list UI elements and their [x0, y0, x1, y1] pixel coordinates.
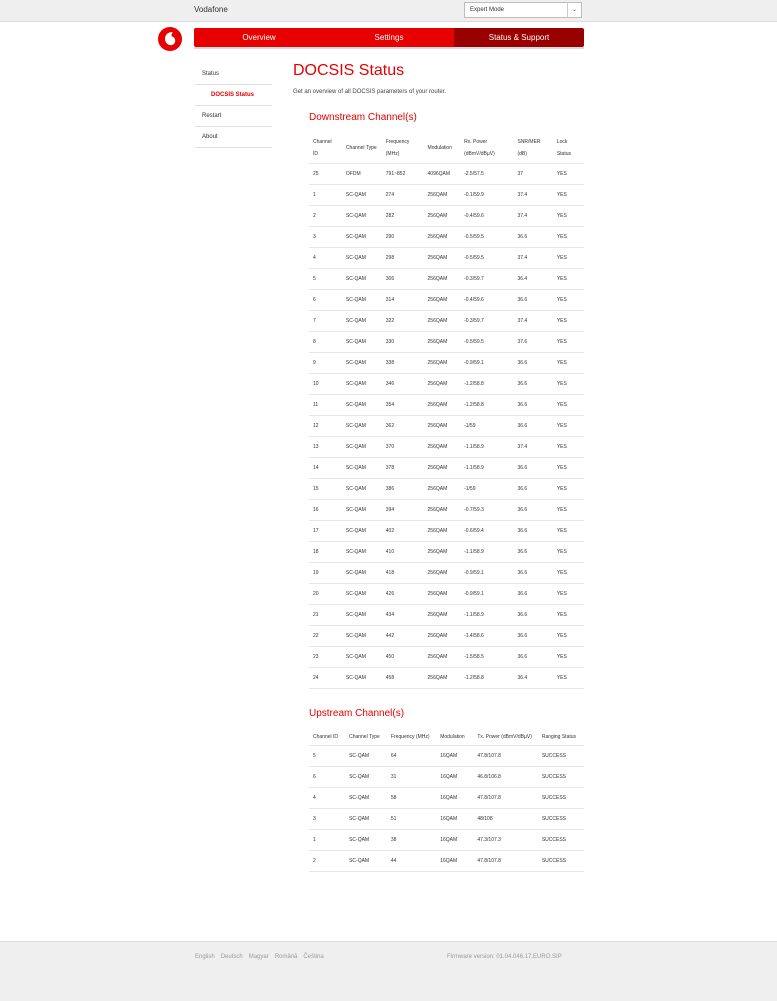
table-cell: 16 — [309, 500, 342, 521]
vodafone-logo[interactable] — [158, 27, 182, 51]
table-cell: SC-QAM — [342, 542, 382, 563]
table-cell: -2.5/57.5 — [460, 164, 513, 185]
main-nav — [194, 28, 584, 47]
table-cell: 256QAM — [424, 416, 461, 437]
table-row — [309, 374, 584, 395]
table-cell: -0.5/59.5 — [460, 227, 513, 248]
table-cell: SUCCESS — [538, 767, 584, 788]
table-cell: 16QAM — [436, 809, 473, 830]
table-cell: SC-QAM — [342, 500, 382, 521]
table-row — [309, 851, 584, 872]
column-header-line: (dBmV/dBµV) — [464, 151, 495, 157]
table-cell: SC-QAM — [342, 479, 382, 500]
language-link[interactable]: Deutsch — [220, 954, 243, 960]
table-cell: 418 — [382, 563, 424, 584]
table-cell: 426 — [382, 584, 424, 605]
table-row — [309, 164, 584, 185]
table-cell: -1.2/58.8 — [460, 374, 513, 395]
column-header: Channel ID — [313, 734, 339, 740]
chevron-down-icon: ⌄ — [567, 3, 581, 17]
table-cell: SC-QAM — [345, 788, 387, 809]
column-header-line: Status — [556, 151, 571, 157]
table-cell: 256QAM — [424, 437, 461, 458]
table-cell: 36.6 — [513, 416, 552, 437]
column-header: Channel Type — [349, 734, 380, 740]
table-row — [309, 788, 584, 809]
table-cell: 12 — [309, 416, 342, 437]
upstream-table — [309, 729, 584, 872]
table-cell: 1 — [309, 185, 342, 206]
table-cell: YES — [553, 206, 584, 227]
table-cell: 36.6 — [513, 227, 552, 248]
table-cell: YES — [553, 395, 584, 416]
table-cell: 386 — [382, 479, 424, 500]
table-cell: YES — [553, 626, 584, 647]
table-cell: SC-QAM — [342, 311, 382, 332]
table-cell: 378 — [382, 458, 424, 479]
table-cell: 256QAM — [424, 332, 461, 353]
downstream-title: Downstream Channel(s) — [309, 112, 417, 123]
column-header-line: SNR/MER — [517, 139, 541, 145]
table-cell: SC-QAM — [342, 563, 382, 584]
column-header: Frequency (MHz) — [390, 734, 430, 740]
table-cell: SC-QAM — [342, 647, 382, 668]
table-cell: YES — [553, 500, 584, 521]
table-cell: 36.6 — [513, 395, 552, 416]
table-cell: YES — [553, 353, 584, 374]
sidebar-item-docsis-status[interactable]: DOCSIS Status — [195, 85, 272, 106]
table-cell: 21 — [309, 605, 342, 626]
table-cell: YES — [553, 605, 584, 626]
table-cell: 15 — [309, 479, 342, 500]
table-cell: 791~852 — [382, 164, 424, 185]
table-cell: YES — [553, 563, 584, 584]
table-cell: SC-QAM — [342, 605, 382, 626]
table-cell: 16QAM — [436, 767, 473, 788]
table-cell: 314 — [382, 290, 424, 311]
table-cell: YES — [553, 290, 584, 311]
table-row — [309, 269, 584, 290]
table-cell: 256QAM — [424, 542, 461, 563]
table-cell: 46.8/106.8 — [473, 767, 538, 788]
upstream-title: Upstream Channel(s) — [309, 708, 405, 719]
table-cell: 330 — [382, 332, 424, 353]
table-row — [309, 311, 584, 332]
table-cell: SUCCESS — [538, 851, 584, 872]
table-row — [309, 584, 584, 605]
language-link[interactable]: Čeština — [303, 954, 324, 960]
column-header-line: Modulation — [427, 145, 452, 151]
table-cell: 58 — [387, 788, 436, 809]
tab-overview[interactable]: Overview — [194, 28, 324, 47]
table-cell: -1.1/58.9 — [460, 437, 513, 458]
language-link[interactable]: Română — [274, 954, 298, 960]
table-cell: -0.1/59.9 — [460, 185, 513, 206]
table-cell: SC-QAM — [342, 521, 382, 542]
table-cell: -0.3/59.7 — [460, 311, 513, 332]
table-cell: YES — [553, 269, 584, 290]
table-cell: 36.6 — [513, 290, 552, 311]
table-cell: -0.9/59.1 — [460, 584, 513, 605]
table-cell: 3 — [309, 809, 345, 830]
table-cell: 256QAM — [424, 500, 461, 521]
table-cell: 25 — [309, 164, 342, 185]
table-cell: 256QAM — [424, 269, 461, 290]
table-cell: 10 — [309, 374, 342, 395]
table-cell: 2 — [309, 851, 345, 872]
language-link[interactable]: English — [195, 954, 215, 960]
table-cell: 256QAM — [424, 479, 461, 500]
column-header — [553, 133, 584, 164]
table-cell: SC-QAM — [342, 626, 382, 647]
table-row — [309, 437, 584, 458]
table-cell: SC-QAM — [342, 437, 382, 458]
table-cell: SC-QAM — [342, 248, 382, 269]
table-row — [309, 668, 584, 689]
table-cell: 16QAM — [436, 830, 473, 851]
table-row — [309, 605, 584, 626]
table-cell: 290 — [382, 227, 424, 248]
table-cell: 5 — [309, 269, 342, 290]
column-header-line: Rx. Power — [464, 139, 488, 145]
table-cell: 450 — [382, 647, 424, 668]
table-cell: 37.4 — [513, 437, 552, 458]
top-bar — [0, 0, 777, 22]
table-cell: OFDM — [342, 164, 382, 185]
table-cell: 370 — [382, 437, 424, 458]
table-cell: -1.1/58.9 — [460, 605, 513, 626]
table-row — [309, 395, 584, 416]
table-cell: 458 — [382, 668, 424, 689]
table-cell: 256QAM — [424, 290, 461, 311]
table-cell: 37.4 — [513, 248, 552, 269]
table-cell: 36.6 — [513, 458, 552, 479]
table-row — [309, 479, 584, 500]
column-header-line: ID — [313, 151, 318, 157]
table-cell: YES — [553, 164, 584, 185]
column-header: Tx. Power (dBmV/dBµV) — [477, 734, 532, 740]
table-cell: 37.6 — [513, 332, 552, 353]
table-cell: 5 — [309, 746, 345, 767]
table-cell: 37.4 — [513, 185, 552, 206]
table-cell: 6 — [309, 767, 345, 788]
table-cell: -0.4/59.6 — [460, 290, 513, 311]
table-cell: SUCCESS — [538, 746, 584, 767]
table-cell: 36.6 — [513, 353, 552, 374]
table-row — [309, 521, 584, 542]
table-cell: -0.3/59.7 — [460, 269, 513, 290]
table-cell: YES — [553, 227, 584, 248]
table-cell: 36.4 — [513, 668, 552, 689]
table-cell: 31 — [387, 767, 436, 788]
tab-status-support[interactable]: Status & Support — [454, 28, 584, 47]
language-link[interactable]: Magyar — [248, 954, 269, 960]
table-cell: 36.6 — [513, 479, 552, 500]
column-header — [513, 133, 552, 164]
table-cell: 256QAM — [424, 584, 461, 605]
table-cell: 16QAM — [436, 788, 473, 809]
table-cell: 274 — [382, 185, 424, 206]
table-cell: 20 — [309, 584, 342, 605]
table-cell: 4 — [309, 248, 342, 269]
table-cell: 256QAM — [424, 605, 461, 626]
table-cell: SC-QAM — [342, 227, 382, 248]
table-cell: -1/59 — [460, 416, 513, 437]
table-cell: 256QAM — [424, 563, 461, 584]
table-cell: 38 — [387, 830, 436, 851]
table-cell: SUCCESS — [538, 830, 584, 851]
downstream-table — [309, 133, 584, 689]
table-cell: 256QAM — [424, 206, 461, 227]
table-cell: -0.4/59.6 — [460, 206, 513, 227]
table-cell: 51 — [387, 809, 436, 830]
table-row — [309, 458, 584, 479]
column-header-line: (dB) — [517, 151, 527, 157]
table-cell: SC-QAM — [345, 746, 387, 767]
table-row — [309, 500, 584, 521]
table-cell: -0.5/59.5 — [460, 248, 513, 269]
table-cell: 4 — [309, 788, 345, 809]
table-cell: 13 — [309, 437, 342, 458]
table-cell: SC-QAM — [342, 206, 382, 227]
table-cell: 36.6 — [513, 500, 552, 521]
table-cell: SUCCESS — [538, 788, 584, 809]
table-cell: 36.4 — [513, 269, 552, 290]
table-cell: 442 — [382, 626, 424, 647]
table-cell: 11 — [309, 395, 342, 416]
table-cell: 338 — [382, 353, 424, 374]
table-cell: YES — [553, 311, 584, 332]
table-cell: -1.5/58.5 — [460, 647, 513, 668]
table-cell: 322 — [382, 311, 424, 332]
table-cell: 36.6 — [513, 521, 552, 542]
table-cell: 7 — [309, 311, 342, 332]
table-cell: YES — [553, 542, 584, 563]
table-cell: 298 — [382, 248, 424, 269]
brand-name: Vodafone — [194, 5, 228, 14]
table-row — [309, 542, 584, 563]
table-cell: 36.6 — [513, 626, 552, 647]
table-cell: 64 — [387, 746, 436, 767]
table-cell: 256QAM — [424, 458, 461, 479]
table-cell: 36.6 — [513, 584, 552, 605]
table-cell: SC-QAM — [342, 584, 382, 605]
table-cell: YES — [553, 185, 584, 206]
table-cell: 37.4 — [513, 311, 552, 332]
table-cell: -0.7/59.3 — [460, 500, 513, 521]
table-cell: 23 — [309, 647, 342, 668]
table-cell: 8 — [309, 332, 342, 353]
table-cell: -0.9/59.1 — [460, 353, 513, 374]
nav-shadow — [194, 47, 584, 49]
column-header: Modulation — [440, 734, 465, 740]
column-header-line: Channel — [313, 139, 332, 145]
table-cell: -1/59 — [460, 479, 513, 500]
table-cell: -0.9/59.1 — [460, 563, 513, 584]
side-nav — [195, 64, 272, 148]
table-cell: 44 — [387, 851, 436, 872]
mode-select-value: Expert Mode — [470, 7, 505, 13]
table-cell: 2 — [309, 206, 342, 227]
table-cell: -0.5/59.5 — [460, 332, 513, 353]
table-cell: 256QAM — [424, 374, 461, 395]
table-cell: -1.2/58.8 — [460, 668, 513, 689]
mode-select[interactable] — [464, 2, 582, 18]
table-cell: SC-QAM — [345, 830, 387, 851]
table-cell: 47.3/107.3 — [473, 830, 538, 851]
column-header — [424, 133, 461, 164]
table-cell: SC-QAM — [342, 395, 382, 416]
table-cell: 346 — [382, 374, 424, 395]
table-cell: 36.6 — [513, 647, 552, 668]
table-cell: 256QAM — [424, 227, 461, 248]
table-cell: YES — [553, 647, 584, 668]
column-header-line: Lock — [556, 139, 568, 145]
table-cell: 434 — [382, 605, 424, 626]
language-list — [195, 954, 330, 960]
table-cell: YES — [553, 521, 584, 542]
table-cell: 16QAM — [436, 851, 473, 872]
table-cell: 306 — [382, 269, 424, 290]
column-header: Ranging Status — [541, 734, 577, 740]
table-cell: 282 — [382, 206, 424, 227]
table-cell: 256QAM — [424, 248, 461, 269]
table-cell: 3 — [309, 227, 342, 248]
table-cell: 36.6 — [513, 605, 552, 626]
table-cell: 9 — [309, 353, 342, 374]
page-description: Get an overview of all DOCSIS parameters of your router. — [293, 89, 447, 95]
column-header — [342, 133, 382, 164]
table-cell: 37.4 — [513, 206, 552, 227]
table-cell: 256QAM — [424, 353, 461, 374]
column-header-line: (MHz) — [385, 151, 400, 157]
table-cell: YES — [553, 458, 584, 479]
table-row — [309, 563, 584, 584]
table-cell: YES — [553, 479, 584, 500]
table-cell: -1.1/58.9 — [460, 542, 513, 563]
table-cell: 47.8/107.8 — [473, 788, 538, 809]
table-row — [309, 353, 584, 374]
table-cell: SC-QAM — [342, 374, 382, 395]
table-cell: SC-QAM — [342, 290, 382, 311]
table-cell: YES — [553, 416, 584, 437]
table-cell: YES — [553, 668, 584, 689]
table-cell: 4096QAM — [424, 164, 461, 185]
table-cell: 24 — [309, 668, 342, 689]
table-cell: 47.8/107.8 — [473, 746, 538, 767]
table-cell: SUCCESS — [538, 809, 584, 830]
table-cell: 354 — [382, 395, 424, 416]
table-cell: 18 — [309, 542, 342, 563]
column-header — [382, 133, 424, 164]
sidebar-item-about[interactable]: About — [195, 127, 272, 148]
table-cell: SC-QAM — [342, 458, 382, 479]
table-row — [309, 290, 584, 311]
table-cell: -1.4/58.6 — [460, 626, 513, 647]
table-cell: SC-QAM — [345, 767, 387, 788]
firmware-version: Firmware version: 01.04.046.17.EURO.SIP — [447, 954, 562, 960]
table-cell: 36.6 — [513, 563, 552, 584]
table-cell: 47.8/107.8 — [473, 851, 538, 872]
table-cell: 6 — [309, 290, 342, 311]
table-cell: 37 — [513, 164, 552, 185]
tab-settings[interactable]: Settings — [324, 28, 454, 47]
table-cell: SC-QAM — [342, 668, 382, 689]
table-cell: SC-QAM — [342, 416, 382, 437]
table-cell: SC-QAM — [345, 851, 387, 872]
table-cell: 14 — [309, 458, 342, 479]
table-cell: -1.1/58.9 — [460, 458, 513, 479]
sidebar-item-restart[interactable]: Restart — [195, 106, 272, 127]
table-cell: 256QAM — [424, 668, 461, 689]
table-row — [309, 248, 584, 269]
table-cell: 402 — [382, 521, 424, 542]
table-row — [309, 809, 584, 830]
column-header-line: Channel Type — [345, 145, 377, 151]
downstream-header-row — [309, 133, 584, 164]
table-cell: 36.6 — [513, 542, 552, 563]
table-cell: SC-QAM — [342, 269, 382, 290]
table-cell: 256QAM — [424, 647, 461, 668]
column-header — [460, 133, 513, 164]
column-header — [309, 133, 342, 164]
table-cell: YES — [553, 584, 584, 605]
table-cell: SC-QAM — [342, 185, 382, 206]
table-row — [309, 830, 584, 851]
table-cell: 1 — [309, 830, 345, 851]
table-cell: 16QAM — [436, 746, 473, 767]
table-row — [309, 626, 584, 647]
table-cell: 256QAM — [424, 626, 461, 647]
page-title: DOCSIS Status — [293, 62, 405, 79]
table-cell: 256QAM — [424, 185, 461, 206]
column-header-line: Frequency — [385, 139, 410, 145]
table-cell: -0.6/59.4 — [460, 521, 513, 542]
table-cell: YES — [553, 332, 584, 353]
table-cell: YES — [553, 437, 584, 458]
table-row — [309, 332, 584, 353]
table-row — [309, 746, 584, 767]
table-cell: 256QAM — [424, 395, 461, 416]
table-row — [309, 185, 584, 206]
table-cell: 19 — [309, 563, 342, 584]
table-cell: SC-QAM — [345, 809, 387, 830]
table-row — [309, 647, 584, 668]
table-cell: SC-QAM — [342, 353, 382, 374]
table-row — [309, 767, 584, 788]
table-row — [309, 206, 584, 227]
upstream-header-row — [309, 729, 584, 746]
table-cell: 22 — [309, 626, 342, 647]
table-cell: YES — [553, 374, 584, 395]
table-cell: -1.2/58.8 — [460, 395, 513, 416]
table-cell: YES — [553, 248, 584, 269]
table-cell: 17 — [309, 521, 342, 542]
table-cell: 256QAM — [424, 521, 461, 542]
table-cell: 256QAM — [424, 311, 461, 332]
table-row — [309, 416, 584, 437]
sidebar-item-status[interactable]: Status — [195, 64, 272, 85]
table-row — [309, 227, 584, 248]
table-cell: 394 — [382, 500, 424, 521]
table-cell: 410 — [382, 542, 424, 563]
table-cell: 48/108 — [473, 809, 538, 830]
table-cell: 36.6 — [513, 374, 552, 395]
table-cell: 362 — [382, 416, 424, 437]
footer — [0, 941, 777, 1001]
table-cell: SC-QAM — [342, 332, 382, 353]
